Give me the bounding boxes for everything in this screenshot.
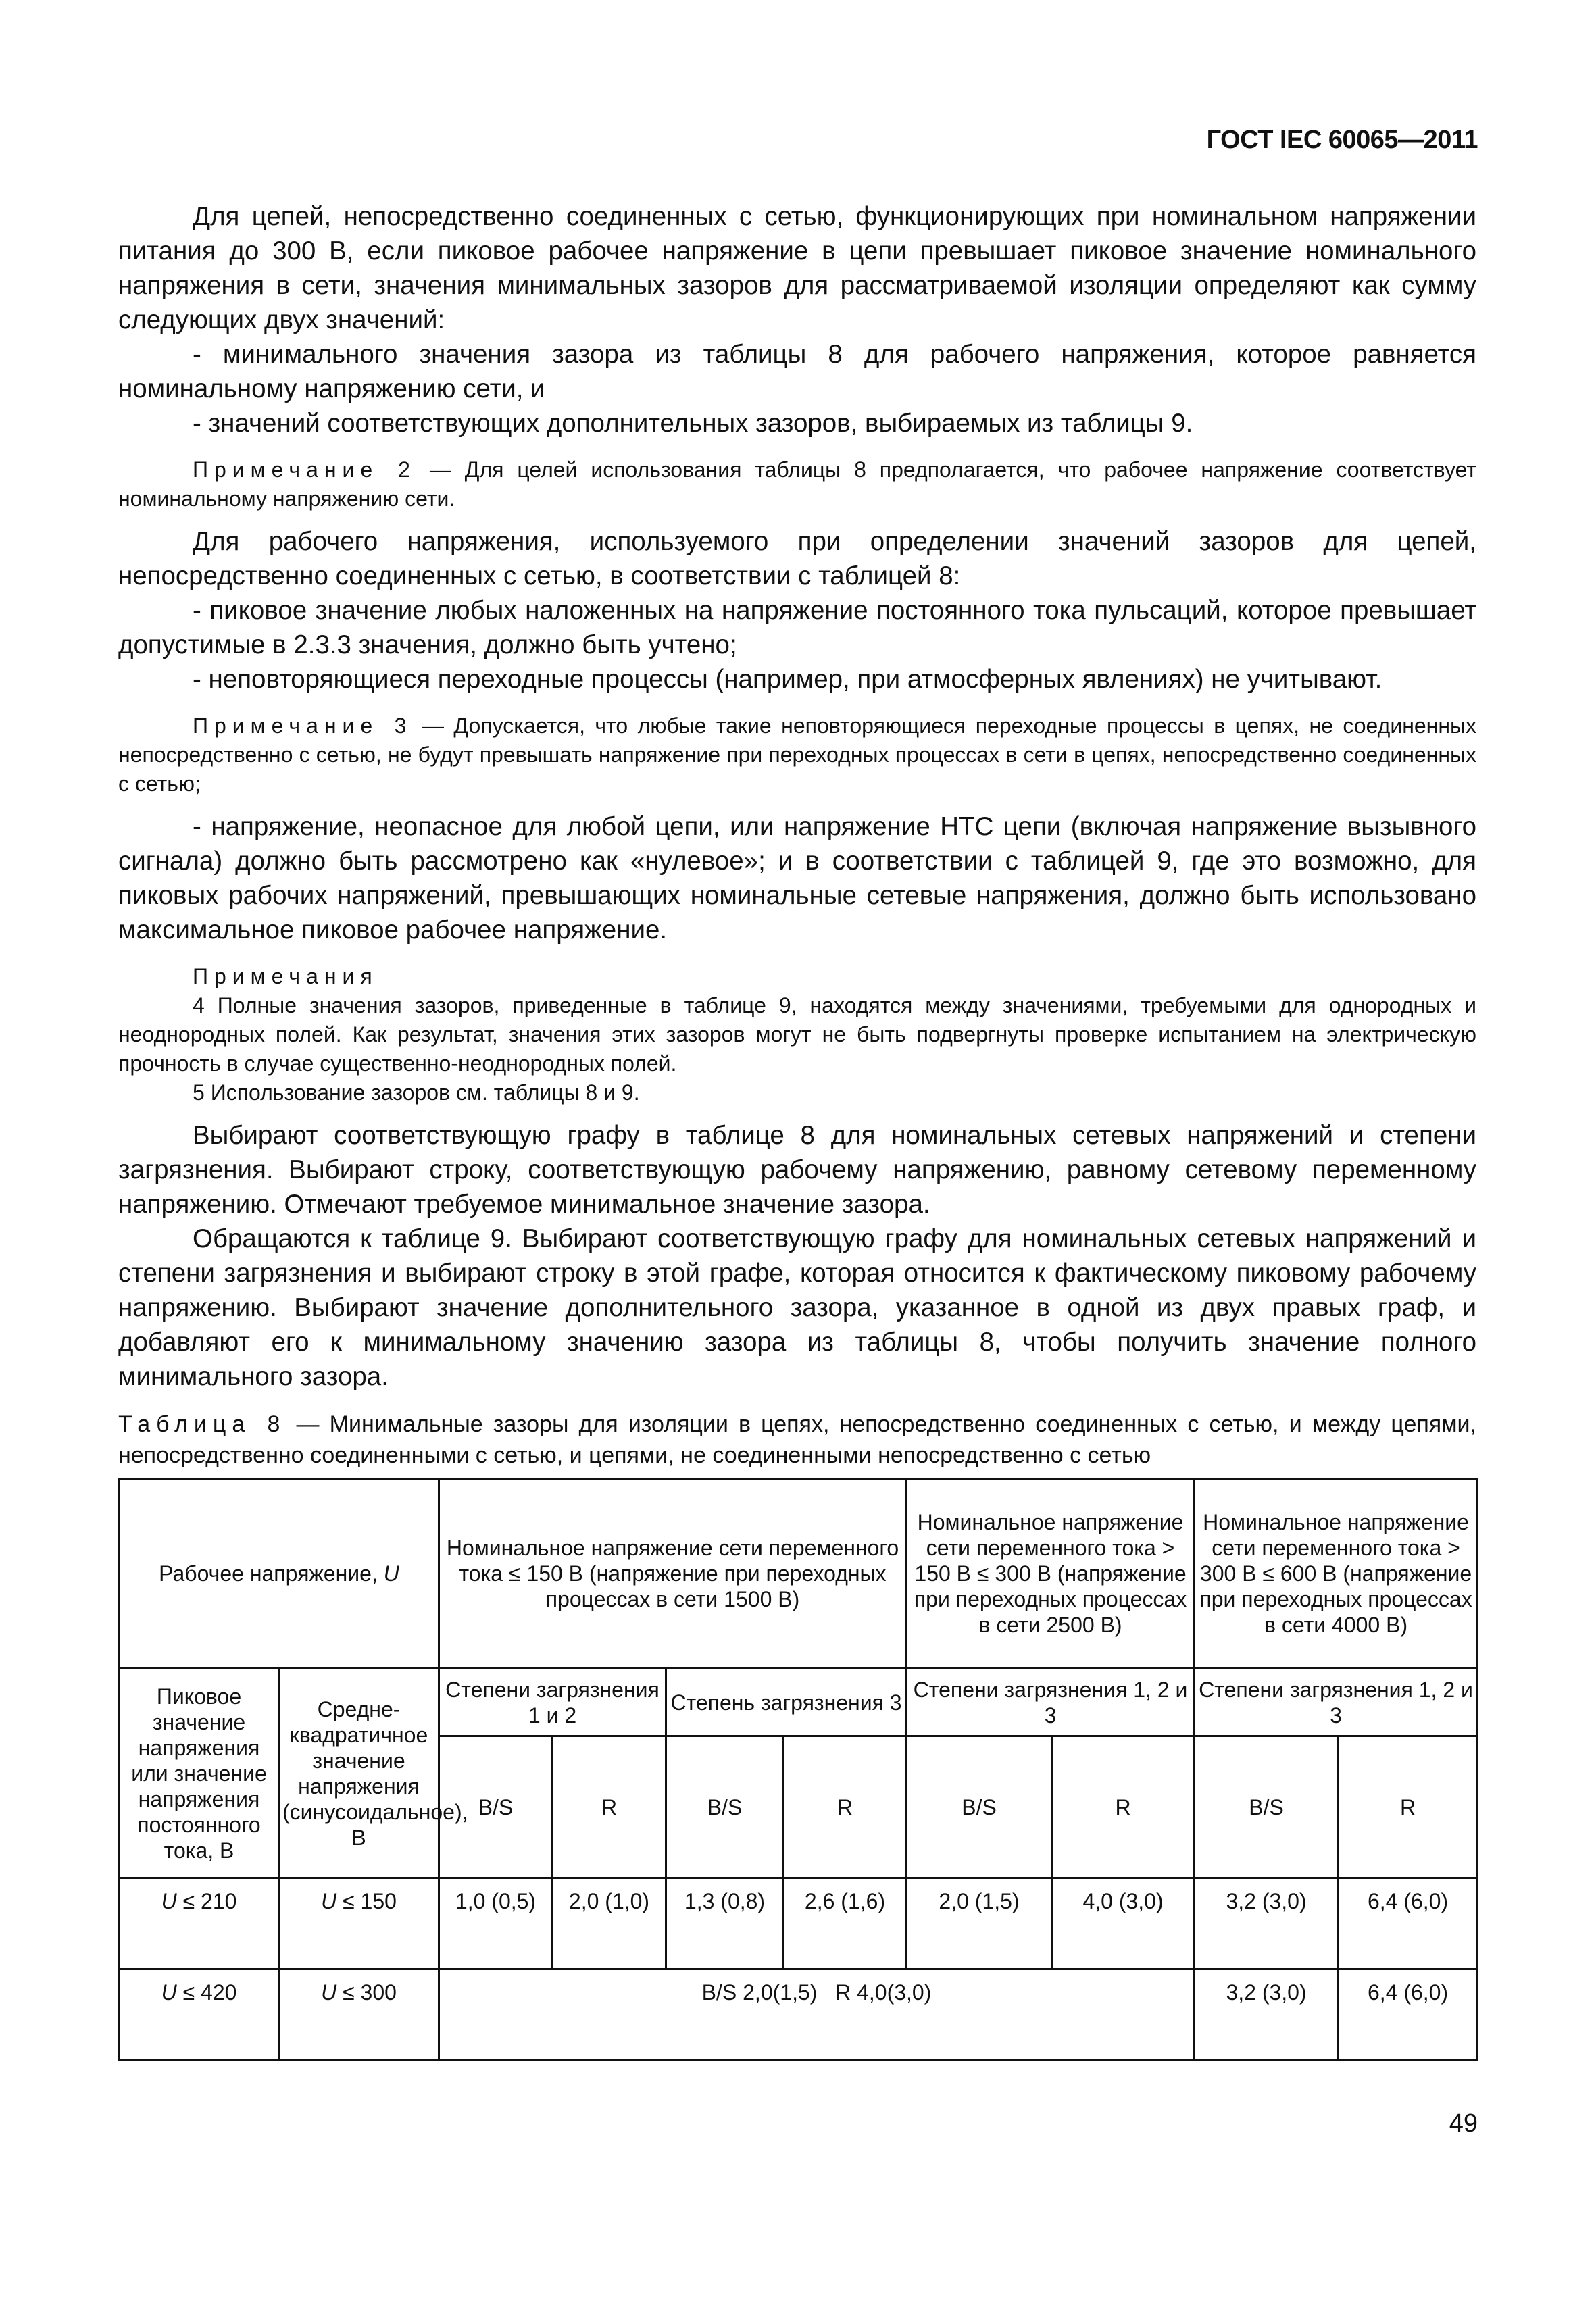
header-mains-600: Номинальное напряжение сети переменного тока > 300 В ≤ 600 В (напряжение при переходных процессах в сети 4000 В) xyxy=(1195,1479,1478,1669)
cell-value: 2,0 (1,0) xyxy=(553,1878,666,1969)
paragraph: Обращаются к таблице 9. Выбирают соответствующую графу для номинальных сетевых напряжений и степени загрязнения и выбирают строку в этой графе, которая относится к фактическому пиковому рабочему напряжению. Выбирают значение дополнительного зазора, указанное в одной из двух правых граф, и добавляют его к минимальному значению зазора из таблицы 8, чтобы получить значение полного минимального зазора. xyxy=(118,1224,1476,1391)
header-pollution-3: Степень загрязнения 3 xyxy=(666,1669,907,1736)
header-r: R xyxy=(1339,1736,1478,1878)
cell-value: 3,2 (3,0) xyxy=(1195,1878,1339,1969)
header-mains-150: Номинальное напряжение сети переменного тока ≤ 150 В (напряжение при переходных процессах в сети 1500 В) xyxy=(439,1479,907,1669)
note-label: Примечание 2 xyxy=(193,457,416,482)
note-2 xyxy=(118,455,1476,513)
header-bs: B/S xyxy=(666,1736,784,1878)
notes-label: Примечания xyxy=(193,964,378,988)
table-row xyxy=(120,1969,1478,2061)
cell-value: 6,4 (6,0) xyxy=(1339,1969,1478,2061)
note-4: 4 Полные значения зазоров, приведенные в таблице 9, находятся между значениями, требуемыми для однородных и неоднородных полей. Как результат, значения этих зазоров могут не быть подвергнуты проверке испытанием на электрическую прочность в случае существенно-неоднородных полей. xyxy=(118,993,1476,1076)
header-peak-voltage: Пиковое значение напряжения или значение напряжения постоянного тока, В xyxy=(120,1669,279,1878)
cell-rms: U ≤ 150 xyxy=(279,1878,439,1969)
cell-peak: U ≤ 210 xyxy=(120,1878,279,1969)
note-text: — Для целей использования таблицы 8 предполагается, что рабочее напряжение соответствует номинальному напряжению сети. xyxy=(118,457,1477,511)
cell-value: 2,0 (1,5) xyxy=(907,1878,1052,1969)
caption-text: — Минимальные зазоры для изоляции в цепях, непосредственно соединенных с сетью, и между цепями, непосредственно соединенными с сетью, и цепями, не соединенными непосредственно с сетью xyxy=(118,1411,1476,1468)
page-number: 49 xyxy=(1449,2109,1478,2138)
header-bs: B/S xyxy=(439,1736,553,1878)
cell-value: 2,6 (1,6) xyxy=(784,1878,907,1969)
header-bs: B/S xyxy=(907,1736,1052,1878)
cell-value: 1,3 (0,8) xyxy=(666,1878,784,1969)
caption-label: Таблица 8 xyxy=(118,1411,286,1437)
paragraph: Для цепей, непосредственно соединенных с сетью, функционирующих при номинальном напряжении питания до 300 В, если пиковое рабочее напряжение в цепи превышает пиковое значение номинального напряжения в сети, значения минимальных зазоров для рассматриваемой изоляции определяют как сумму следующих двух значений: xyxy=(118,202,1476,334)
table-row xyxy=(120,1878,1478,1969)
cell-merged: B/S 2,0(1,5) R 4,0(3,0) xyxy=(439,1969,1195,2061)
list-item: - минимального значения зазора из таблицы 8 для рабочего напряжения, которое равняется номинальному напряжению сети, и xyxy=(118,340,1476,403)
list-item: - пиковое значение любых наложенных на напряжение постоянного тока пульсаций, которое превышает допустимые в 2.3.3 значения, должно быть учтено; xyxy=(118,596,1476,659)
header-bs: B/S xyxy=(1195,1736,1339,1878)
list-item: - значений соответствующих дополнительных зазоров, выбираемых из таблицы 9. xyxy=(193,409,1193,438)
header-r: R xyxy=(553,1736,666,1878)
document-header: ГОСТ IEC 60065—2011 xyxy=(1206,126,1478,154)
header-r: R xyxy=(784,1736,907,1878)
paragraph: - напряжение, неопасное для любой цепи, или напряжение НТС цепи (включая напряжение вызывного сигнала) должно быть рассмотрено как «нулевое»; и в соответствии с таблицей 9, где это возможно, для пиковых рабочих напряжений, превышающих номинальные сетевые напряжения, должно быть использовано максимальное пиковое рабочее напряжение. xyxy=(118,812,1476,945)
header-rms-voltage: Средне-квадратичное значение напряжения (синусоидальное), В xyxy=(279,1669,439,1878)
list-item: - неповторяющиеся переходные процессы (например, при атмосферных явлениях) не учитывают. xyxy=(193,665,1382,694)
header-pollution-1-2-3: Степени загрязнения 1, 2 и 3 xyxy=(1195,1669,1478,1736)
cell-value: 1,0 (0,5) xyxy=(439,1878,553,1969)
note-5: 5 Использование зазоров см. таблицы 8 и 9. xyxy=(193,1080,640,1105)
cell-value: 6,4 (6,0) xyxy=(1339,1878,1478,1969)
header-mains-300: Номинальное напряжение сети переменного тока > 150 В ≤ 300 В (напряжение при переходных процессах в сети 2500 В) xyxy=(907,1479,1195,1669)
notes-heading xyxy=(118,962,1476,991)
paragraph: Для рабочего напряжения, используемого при определении значений зазоров для цепей, непосредственно соединенных с сетью, в соответствии с таблицей 8: xyxy=(118,527,1476,590)
cell-rms: U ≤ 300 xyxy=(279,1969,439,2061)
header-pollution-1-2-3: Степени загрязнения 1, 2 и 3 xyxy=(907,1669,1195,1736)
note-3 xyxy=(118,711,1476,799)
page-content xyxy=(118,199,1476,2061)
cell-value: 4,0 (3,0) xyxy=(1052,1878,1195,1969)
header-pollution-1-2: Степени загрязнения 1 и 2 xyxy=(439,1669,666,1736)
cell-value: 3,2 (3,0) xyxy=(1195,1969,1339,2061)
header-r: R xyxy=(1052,1736,1195,1878)
cell-peak: U ≤ 420 xyxy=(120,1969,279,2061)
header-work-voltage: Рабочее напряжение, U xyxy=(120,1479,439,1669)
note-label: Примечание 3 xyxy=(193,713,413,738)
note-text: — Допускается, что любые такие неповторяющиеся переходные процессы в цепях, не соединенных непосредственно с сетью, не будут превышать напряжение при переходных процессах в сети в цепях, непосредственно соединенных с сетью; xyxy=(118,713,1477,796)
paragraph: Выбирают соответствующую графу в таблице 8 для номинальных сетевых напряжений и степени загрязнения. Выбирают строку, соответствующую рабочему напряжению, равному сетевому переменному напряжению. Отмечают требуемое минимальное значение зазора. xyxy=(118,1121,1476,1219)
table-8 xyxy=(118,1478,1478,2061)
table-caption xyxy=(118,1409,1476,1471)
